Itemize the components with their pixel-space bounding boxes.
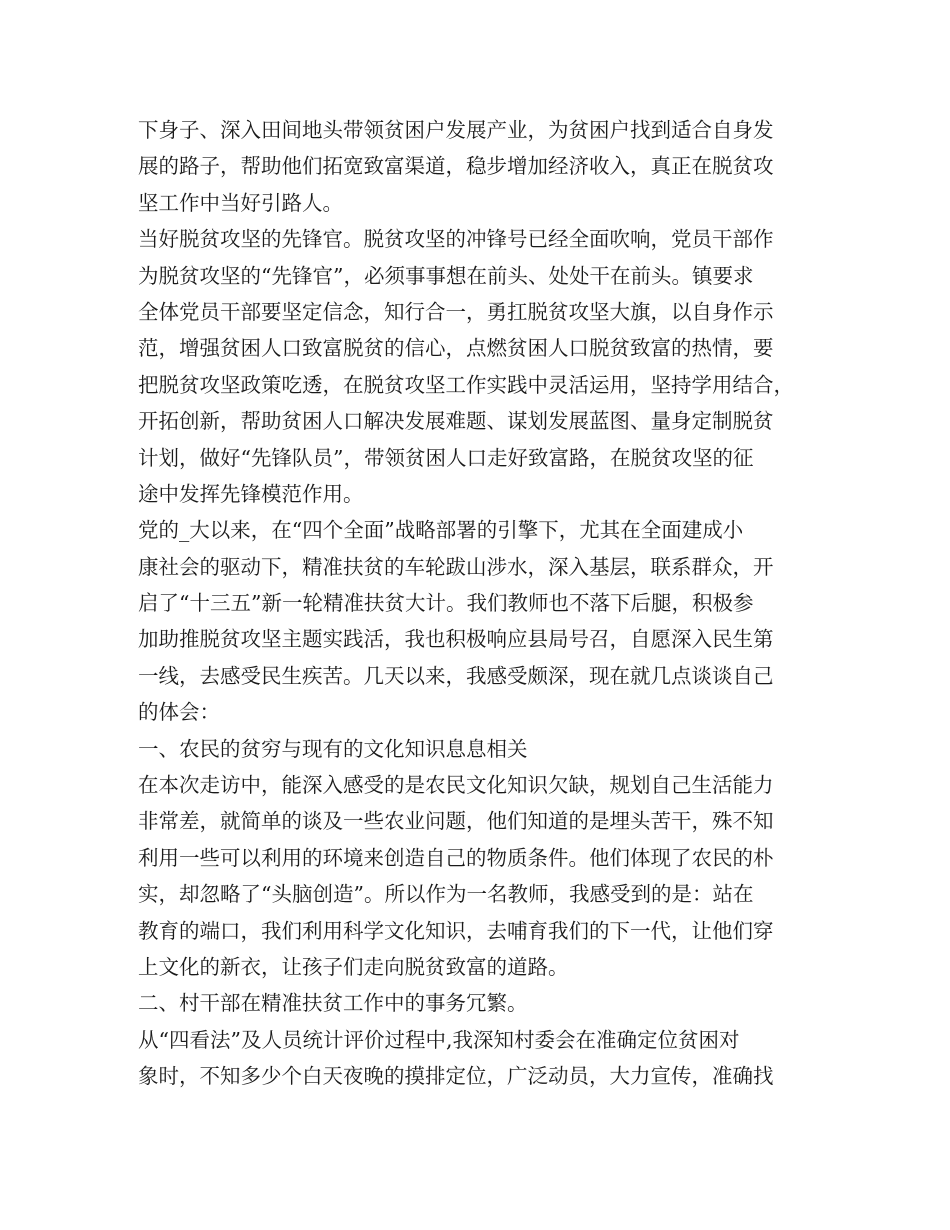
document-body: [138, 112, 828, 1095]
text-line: 把脱贫攻坚政策吃透，在脱贫攻坚工作实践中灵活运用，坚持学用结合，: [138, 372, 794, 397]
text-line: 开拓创新，帮助贫困人口解决发展难题、谋划发展蓝图、量身定制脱贫: [138, 409, 774, 434]
text-line: 为脱贫攻坚的“先锋官”，必须事事想在前头、处处干在前头。镇要求: [138, 263, 754, 288]
text-line: 实，却忽略了“头脑创造”。所以作为一名教师，我感受到的是：站在: [138, 882, 754, 907]
text-line: 象时，不知多少个白天夜晚的摸排定位，广泛动员，大力宣传，准确找: [138, 1064, 774, 1089]
text-line: 启了“十三五”新一轮精准扶贫大计。我们教师也不落下后腿，积极参: [138, 591, 754, 616]
text-line: 计划，做好“先锋队员”，带领贫困人口走好致富路，在脱贫攻坚的征: [138, 445, 754, 470]
section-heading: 一、农民的贫穷与现有的文化知识息息相关: [138, 736, 528, 761]
section-heading: 二、村干部在精准扶贫工作中的事务冗繁。: [138, 991, 528, 1016]
text-line: 范，增强贫困人口致富脱贫的信心，点燃贫困人口脱贫致富的热情，要: [138, 336, 774, 361]
text-line: 全体党员干部要坚定信念，知行合一，勇扛脱贫攻坚大旗，以自身作示: [138, 299, 774, 324]
text-line: 坚工作中当好引路人。: [138, 190, 343, 215]
text-line: 下身子、深入田间地头带领贫困户发展产业，为贫困户找到适合自身发: [138, 118, 774, 142]
text-line: 从“四看法”及人员统计评价过程中,我深知村委会在准确定位贫困对: [138, 1027, 740, 1052]
text-line: 的体会：: [138, 700, 220, 725]
text-line: 展的路子，帮助他们拓宽致富渠道，稳步增加经济收入，真正在脱贫攻: [138, 154, 774, 179]
text-line: 非常差，就简单的谈及一些农业问题，他们知道的是埋头苦干，殊不知: [138, 809, 774, 834]
text-line: 上文化的新衣，让孩子们走向脱贫致富的道路。: [138, 954, 569, 979]
text-line: 在本次走访中，能深入感受的是农民文化知识欠缺，规划自己生活能力: [138, 773, 774, 798]
text-line: 党的_大以来，在“四个全面”战略部署的引擎下，尤其在全面建成小: [138, 518, 744, 543]
text-line: 当好脱贫攻坚的先锋官。脱贫攻坚的冲锋号已经全面吹响，党员干部作: [138, 227, 774, 252]
text-line: 教育的端口，我们利用科学文化知识，去哺育我们的下一代，让他们穿: [138, 918, 774, 943]
text-line: 加助推脱贫攻坚主题实践活，我也积极响应县局号召，自愿深入民生第: [138, 627, 774, 652]
text-line: 一线，去感受民生疾苦。几天以来，我感受颇深，现在就几点谈谈自己: [138, 663, 774, 688]
text-line: 利用一些可以利用的环境来创造自己的物质条件。他们体现了农民的朴: [138, 845, 774, 870]
text-line: 康社会的驱动下，精准扶贫的车轮跋山涉水，深入基层，联系群众，开: [138, 554, 774, 579]
text-line: 途中发挥先锋模范作用。: [138, 481, 364, 506]
